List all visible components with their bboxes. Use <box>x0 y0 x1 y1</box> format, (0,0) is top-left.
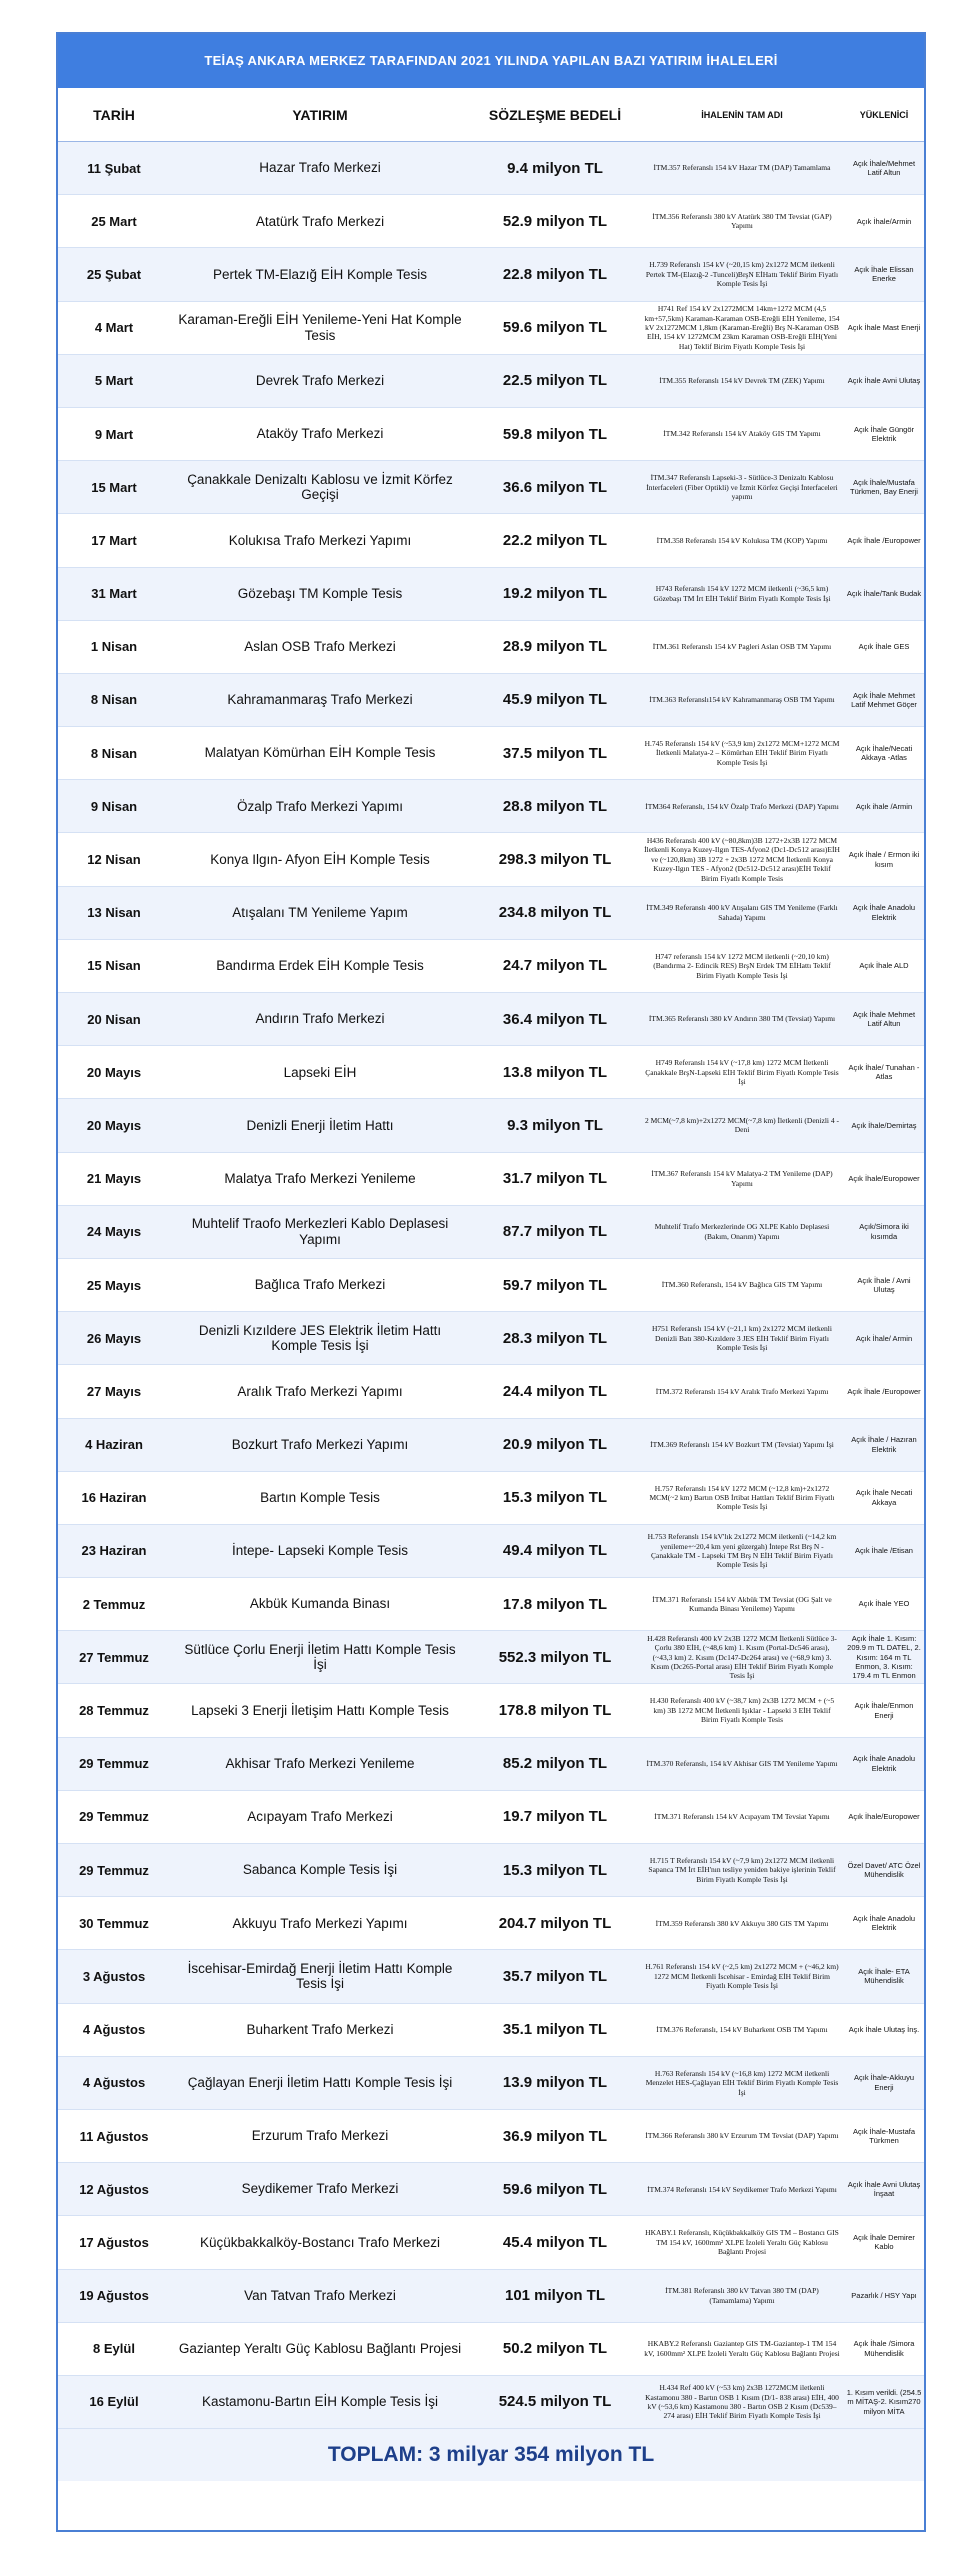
row-amount: 22.2 milyon TL <box>502 531 608 549</box>
table-row <box>58 1950 924 2003</box>
row-investment: Bağlıca Trafo Merkezi <box>254 1277 386 1293</box>
row-amount: 45.4 milyon TL <box>502 2233 608 2251</box>
table-row <box>58 940 924 993</box>
row-date: 20 Mayıs <box>86 1064 142 1080</box>
row-full-name: İTM.369 Referanslı 154 kV Bozkurt TM (Tevsiat) Yapımı İşi <box>650 1439 834 1449</box>
row-investment: Çanakkale Denizaltı Kablosu ve İzmit Körfez Geçişi <box>187 471 453 503</box>
row-investment: İscehisar-Emirdağ Enerji İletim Hattı Komple Tesis İşi <box>187 1960 453 1992</box>
row-contractor: Açık İhale/Europower <box>848 1812 920 1822</box>
row-amount: 204.7 milyon TL <box>498 1914 612 1932</box>
row-date: 25 Mayıs <box>86 1277 142 1293</box>
row-amount: 178.8 milyon TL <box>498 1702 612 1720</box>
row-contractor: Açık İhale / Hazıran Elektrik <box>851 1435 917 1454</box>
row-full-name: HKABY.1 Referanslı, Küçükbakkalköy GIS TM – Bostancı GIS TM 154 kV, 1600mm² XLPE İzoleli Yeraltı Güç Kablosu Bağlantı Projesi <box>645 2228 839 2257</box>
row-date: 27 Mayıs <box>86 1383 142 1399</box>
row-full-name: H.428 Referanslı 400 kV 2x3B 1272 MCM İletkenli Sütlüce 3-Çorlu 380 EİH, (~48,6 km) 1. Kısım (Portal-Dc546 arası), (~43,3 km) 2. Kısım (Dc147-Dc264 arası) ve (~68,9 km) 3. Kısım (Dc265-Portal arası) EİH Teklif Birim Fiyatlı Komple Tesis İşi <box>647 1633 837 1681</box>
row-date: 19 Ağustos <box>79 2288 149 2304</box>
row-full-name: İTM.360 Referanslı, 154 kV Bağlıca GIS TM Yapımı <box>661 1280 823 1290</box>
row-date: 29 Temmuz <box>79 1809 149 1825</box>
row-investment: Karaman-Ereğli EİH Yenileme-Yeni Hat Komple Tesis <box>178 312 462 343</box>
row-full-name: İTM.374 Referanslı 154 kV Seydikemer Trafo Merkezi Yapımı <box>647 2184 837 2194</box>
row-full-name: İTM.370 Referanslı, 154 kV Akhisar GIS TM Yenileme Yapımı <box>646 1759 838 1769</box>
row-amount: 36.6 milyon TL <box>502 478 608 496</box>
row-investment: Sabanca Komple Tesis İşi <box>242 1862 398 1878</box>
row-contractor: Açık İhale Mehmet Latif Mehmet Göçer <box>851 690 917 709</box>
row-contractor: Açık İhale Elissan Enerke <box>854 265 914 284</box>
row-contractor: Açık İhale/Armin <box>856 216 912 226</box>
row-investment: Van Tatvan Trafo Merkezi <box>244 2287 396 2303</box>
row-amount: 52.9 milyon TL <box>502 212 608 230</box>
row-full-name: İTM.371 Referanslı 154 kV Akbük TM Tevsiat (OG Şalt ve Kumanda Binası Yenileme) Yapımı <box>652 1594 832 1614</box>
row-full-name: İTM.359 Referanslı 380 kV Akkuyu 380 GIS TM Yapımı <box>655 1918 829 1928</box>
row-amount: 15.3 milyon TL <box>502 1861 608 1879</box>
row-full-name: H.763 Referanslı 154 kV (~16,8 km) 1272 MCM iletkenli Menzelet HES-Çağlayan EİH Teklif Birim Fiyatlı Komple Tesis İşi <box>645 2068 839 2097</box>
row-investment: Gözebaşı TM Komple Tesis <box>237 585 403 601</box>
row-full-name: İTM.363 Referanslı154 kV Kahramanmaraş OSB TM Yapımı <box>649 695 835 705</box>
row-full-name: İTM364 Referanslı, 154 kV Özalp Trafo Merkezi (DAP) Yapımı <box>645 801 839 811</box>
table-row <box>58 1472 924 1525</box>
row-full-name: İTM.381 Referanslı 380 kV Tatvan 380 TM (DAP) (Tamamlama) Yapımı <box>665 2286 819 2305</box>
row-date: 16 Haziran <box>81 1490 147 1506</box>
row-investment: Konya Ilgın- Afyon EİH Komple Tesis <box>210 851 430 867</box>
row-amount: 59.7 milyon TL <box>502 1276 608 1294</box>
row-contractor: Açık İhale/ Armin <box>855 1333 913 1343</box>
row-full-name: H751 Referanslı 154 kV (~21,1 km) 2x1272 MCM iletkenli Denizli Batı 380-Kızıldere 3 JES EİH Teklif Birim Fiyatlı Komple Tesis İşi <box>652 1324 832 1352</box>
row-date: 12 Nisan <box>87 852 141 868</box>
row-date: 23 Haziran <box>81 1543 147 1559</box>
row-contractor: Açık İhale/Mehmet Latif Altun <box>852 158 916 178</box>
page-title: TEİAŞ ANKARA MERKEZ TARAFINDAN 2021 YILINDA YAPILAN BAZI YATIRIM İHALELERİ <box>58 34 924 88</box>
row-full-name: İTM.365 Referanslı 380 kV Andırın 380 TM (Tevsiat) Yapımı <box>648 1014 836 1024</box>
row-date: 15 Mart <box>91 479 137 495</box>
table-row <box>58 248 924 301</box>
row-investment: Erzurum Trafo Merkezi <box>251 2128 389 2144</box>
table-row <box>58 2323 924 2376</box>
row-contractor: Açık İhale/Enmon Enerji <box>854 1701 914 1720</box>
table-row <box>58 408 924 461</box>
row-contractor: Açık İhale/ Tunahan - Atlas <box>848 1062 920 1082</box>
row-amount: 20.9 milyon TL <box>502 1436 608 1454</box>
row-date: 29 Temmuz <box>79 1862 149 1878</box>
row-date: 28 Temmuz <box>79 1703 149 1719</box>
row-amount: 85.2 milyon TL <box>502 1755 608 1773</box>
row-contractor: Açık İhale Anadolu Elektrik <box>852 903 916 922</box>
row-date: 8 Nisan <box>90 745 138 761</box>
row-full-name: İTM.349 Referanslı 400 kV Atışalanı GIS TM Yenileme (Farklı Sahada) Yapımı <box>646 903 838 922</box>
row-date: 9 Mart <box>94 426 134 442</box>
row-contractor: Özel Davet/ ATC Özel Mühendislik <box>847 1860 921 1880</box>
row-investment: Muhtelif Traofo Merkezleri Kablo Deplasesi Yapımı <box>191 1216 449 1247</box>
row-date: 26 Mayıs <box>86 1330 142 1346</box>
row-full-name: H.757 Referanslı 154 kV 1272 MCM (~12,8 km)+2x1272 MCM(~2 km) Bartın OSB İrtibat Hattları Teklif Birim Fiyatlı Komple Tesis İşi <box>649 1483 835 1512</box>
table-row <box>58 1365 924 1418</box>
row-full-name: İTM.355 Referanslı 154 kV Devrek TM (ZEK) Yapımı <box>659 376 825 386</box>
table-row <box>58 568 924 621</box>
row-full-name: H747 referanslı 154 kV 1272 MCM iletkenli (~20,10 km) (Bandırma 2- Edincik RES) BrşN Erdek TM EİHattı Teklif Birim Fiyatlı Komple Tesis İşi <box>653 951 831 980</box>
row-amount: 24.4 milyon TL <box>502 1382 608 1400</box>
table-row <box>58 2004 924 2057</box>
row-contractor: Açık İhale Avni Ulutaş <box>847 376 921 386</box>
row-contractor: Açık İhale YEO <box>858 1599 910 1609</box>
row-date: 8 Nisan <box>90 692 138 708</box>
row-contractor: Açık İhale/Necati Akkaya -Atlas <box>855 743 913 763</box>
row-investment: Kahramanmaraş Trafo Merkezi <box>227 692 413 708</box>
row-amount: 59.6 milyon TL <box>502 2180 608 2198</box>
row-investment: İntepe- Lapseki Komple Tesis <box>231 1543 409 1559</box>
header-date: TARİH <box>93 106 135 123</box>
row-investment: Devrek Trafo Merkezi <box>255 373 385 389</box>
table-row <box>58 1312 924 1365</box>
table-row <box>58 1897 924 1950</box>
row-date: 21 Mayıs <box>86 1171 142 1187</box>
row-amount: 59.8 milyon TL <box>502 425 608 443</box>
row-date: 13 Nisan <box>87 905 141 921</box>
row-contractor: Açık ihale /Armin <box>855 801 913 811</box>
table-row <box>58 1153 924 1206</box>
row-full-name: H436 Referanslı 400 kV (~80,8km)3B 1272+2x3B 1272 MCM İletkenli Konya Kuzey-Ilgın TES-Afyon2 (Dc1-Dc512 arası)EİH ve (~120,8km) 3B 1272 + 2x3B 1272 MCM İletkenli Konya Kuzey-Ilgın TES - Afyon2 (Dc512-Dc512 arası)EİH Teklif Birim Fiyatlı Komple Tesis <box>644 836 840 883</box>
row-investment: Küçükbakkalköy-Bostancı Trafo Merkezi <box>199 2234 441 2250</box>
table-row <box>58 833 924 886</box>
table-row <box>58 1631 924 1684</box>
table-row <box>58 2057 924 2110</box>
row-investment: Bozkurt Trafo Merkezi Yapımı <box>231 1436 409 1452</box>
row-full-name: H.745 Referanslı 154 kV (~53,9 km) 2x1272 MCM+1272 MCM İletkenli Malatya-2 – Kömürhan EİH Teklif Birim Fiyatlı Komple Tesis İşi <box>644 739 840 767</box>
row-investment: Hazar Trafo Merkezi <box>259 160 381 176</box>
row-contractor: Açık İhale Anadolu Elektrik <box>852 1754 916 1773</box>
row-full-name: İTM.342 Referanslı 154 kV Ataköy GIS TM Yapımı <box>663 429 821 439</box>
row-contractor: Açık İhale/Demirtaş <box>851 1120 917 1130</box>
row-amount: 35.7 milyon TL <box>502 1967 608 1985</box>
row-amount: 50.2 milyon TL <box>502 2340 608 2358</box>
row-contractor: Açık İhale/Europower <box>848 1173 920 1183</box>
table-row <box>58 142 924 195</box>
investment-table <box>56 32 926 2532</box>
row-contractor: Açık İhale /Simora Mühendislik <box>853 2339 915 2358</box>
row-contractor: Açık İhale / Ermon iki kısım <box>848 850 920 869</box>
row-contractor: Açık İhale Demirer Kablo <box>853 2233 915 2252</box>
row-date: 30 Temmuz <box>79 1915 149 1931</box>
row-full-name: İTM.372 Referanslı 154 kV Aralık Trafo Merkezi Yapımı <box>655 1386 829 1396</box>
row-date: 17 Mart <box>91 532 137 548</box>
table-row <box>58 1099 924 1152</box>
row-full-name: H.434 Ref 400 kV (~53 km) 2x3B 1272MCM iletkenli Kastamonu 380 - Bartın OSB 1 Kısım (D/1- 838 arası) EİH, 400 kV (~53,6 km) Kastamonu 380 - Bartın OSB 2 Kısım (Dc539–274 arası) EİH Teklif Birim Fiyatlı Komple Tesis İşi <box>645 2383 839 2421</box>
table-row <box>58 2163 924 2216</box>
row-date: 9 Nisan <box>90 798 138 814</box>
row-investment: Ataköy Trafo Merkezi <box>256 426 384 442</box>
row-full-name: H.715 T Referanslı 154 kV (~7,9 km) 2x1272 MCM iletkenli Sapanca TM İrt EİH'nın tesliye yeniden bakiye işlerinin Teklif Birim Fiyatlı Komple Tesis İşi <box>648 1856 836 1884</box>
row-full-name: H.430 Referanslı 400 kV (~38,7 km) 2x3B 1272 MCM + (~5 km) 3B 1272 MCM İletkenli Işıklar - Lapseki 3 EİH Teklif Birim Fiyatlı Komple Tesis <box>649 1696 835 1725</box>
row-date: 15 Nisan <box>87 958 141 974</box>
table-row <box>58 1046 924 1099</box>
row-full-name: H749 Referanslı 154 kV (~17,8 km) 1272 MCM İletkenli Çanakkale BrşN-Lapseki EİH Teklif Birim Fiyatlı Komple Tesis İşi <box>645 1058 839 1086</box>
table-body <box>58 142 924 2429</box>
row-investment: Malatya Trafo Merkezi Yenileme <box>224 1170 416 1186</box>
row-full-name: İTM.361 Referanslı 154 kV Pagleri Aslan OSB TM Yapımı <box>652 642 832 652</box>
row-contractor: Açık/Simora iki kısımda <box>859 1222 909 1241</box>
table-row <box>58 514 924 567</box>
row-investment: Akhisar Trafo Merkezi Yenileme <box>225 1755 415 1771</box>
row-investment: Gaziantep Yeraltı Güç Kablosu Bağlantı Projesi <box>178 2341 462 2357</box>
row-date: 20 Nisan <box>87 1011 141 1027</box>
row-contractor: Açık İhale Anadolu Elektrik <box>852 1913 916 1933</box>
row-date: 3 Ağustos <box>82 1968 146 1984</box>
row-investment: Atatürk Trafo Merkezi <box>255 213 385 229</box>
row-amount: 59.6 milyon TL <box>502 319 608 337</box>
row-investment: Denizli Kızıldere JES Elektrik İletim Hattı Komple Tesis İşi <box>198 1322 442 1354</box>
total-amount: TOPLAM: 3 milyar 354 milyon TL <box>58 2429 924 2481</box>
header-contractor: YÜKLENİCİ <box>859 109 909 120</box>
row-full-name: 2 MCM(~7,8 km)+2x1272 MCM(~7,8 km) İletkenli (Denizli 4 - Deni <box>645 1116 839 1135</box>
row-full-name: İTM.371 Referanslı 154 kV Acıpayam TM Tevsiat Yapımı <box>654 1812 830 1822</box>
row-contractor: Açık İhale Avni Ulutaş İnşaat <box>847 2179 921 2199</box>
row-investment: Seydikemer Trafo Merkezi <box>241 2181 399 2197</box>
table-row <box>58 355 924 408</box>
table-row <box>58 727 924 780</box>
row-contractor: Açık İhale Ulutaş İnş. <box>848 2024 920 2034</box>
table-row <box>58 2376 924 2429</box>
header-investment: YATIRIM <box>292 106 348 123</box>
row-date: 4 Mart <box>94 320 134 336</box>
row-contractor: Açık İhale Mast Enerji <box>847 322 921 332</box>
row-contractor: Açık İhale 1. Kısım: 209.9 m TL DATEL, 2. Kısım: 164 m TL Enmon, 3. Kısım: 179.4 m TL Enmon <box>847 1633 921 1681</box>
row-full-name: H.753 Referanslı 154 kV'lık 2x1272 MCM iletkenli (~14,2 km yenileme+~20,4 km yeni güzergah) İntepe Rst Brş N - Çanakkale TM - Lapseki TM Brş N EİH Teklif Birim Fiyatlı Komple Tesis İşi <box>647 1532 837 1570</box>
row-amount: 28.3 milyon TL <box>502 1329 608 1347</box>
row-contractor: Pazarlık / HSY Yapı <box>851 2290 917 2300</box>
row-amount: 298.3 milyon TL <box>498 851 612 869</box>
row-investment: Aslan OSB Trafo Merkezi <box>244 639 396 655</box>
row-contractor: Açık İhale /Europower <box>847 1386 921 1396</box>
row-investment: Aralık Trafo Merkezi Yapımı <box>237 1383 403 1399</box>
row-contractor: Açık İhale-Mustafa Türkmen <box>852 2126 916 2146</box>
row-date: 1 Nisan <box>90 639 138 655</box>
table-row <box>58 1206 924 1259</box>
row-full-name: İTM.358 Referanslı 154 kV Kolukısa TM (KOP) Yapımı <box>656 535 828 545</box>
row-date: 2 Temmuz <box>82 1596 146 1612</box>
row-date: 12 Ağustos <box>79 2181 149 2197</box>
row-investment: Pertek TM-Elazığ EİH Komple Tesis <box>212 266 428 282</box>
row-contractor: Açık İhale /Europower <box>847 535 921 545</box>
table-row <box>58 621 924 674</box>
row-full-name: Muhtelif Trafo Merkezlerinde OG XLPE Kablo Deplasesi (Bakım, Onarım) Yapımı <box>654 1222 830 1241</box>
row-full-name: İTM.367 Referanslı 154 kV Malatya-2 TM Yenileme (DAP) Yapımı <box>651 1169 833 1188</box>
row-amount: 19.7 milyon TL <box>502 1808 608 1826</box>
row-investment: Özalp Trafo Merkezi Yapımı <box>236 798 404 814</box>
row-amount: 37.5 milyon TL <box>502 744 608 762</box>
table-row <box>58 1791 924 1844</box>
row-contractor: Açık İhale Necati Akkaya <box>855 1488 913 1507</box>
row-contractor: Açık İhale Mehmet Latif Altun <box>852 1009 916 1029</box>
row-date: 16 Eylül <box>89 2394 139 2410</box>
row-date: 25 Mart <box>91 213 137 229</box>
table-row <box>58 2216 924 2269</box>
row-amount: 524.5 milyon TL <box>498 2393 612 2411</box>
row-amount: 28.9 milyon TL <box>502 638 608 656</box>
row-full-name: İTM.357 Referanslı 154 kV Hazar TM (DAP) Tamamlama <box>653 163 831 173</box>
row-contractor: 1. Kısım verildi. (254.5 m MİTAŞ-2. Kısım270 milyon MİTA <box>846 2387 922 2416</box>
header-contract: SÖZLEŞME BEDELİ <box>488 106 622 123</box>
row-date: 24 Mayıs <box>86 1224 142 1240</box>
row-amount: 36.4 milyon TL <box>502 1010 608 1028</box>
table-row <box>58 2110 924 2163</box>
row-amount: 35.1 milyon TL <box>502 2021 608 2039</box>
row-investment: Buharkent Trafo Merkezi <box>246 2021 394 2037</box>
row-date: 27 Temmuz <box>79 1649 149 1665</box>
row-amount: 22.8 milyon TL <box>502 265 608 283</box>
row-full-name: H741 Ref 154 kV 2x1272MCM 14km+1272 MCM (4,5 km+57,5km) Karaman-Karaman OSB-Ereğli EİH Yenileme, 154 kV 2x1272MCM 1,8km (Karaman-Ereğli) Brş N-Karaman OSB EİH, 154 kV 1272MCM 23km Karaman OSB-Ereğli EİH(Yeni Hat) Teklif Birim Fiyatlı Komple Tesis İşi <box>644 304 840 351</box>
row-date: 31 Mart <box>91 586 137 602</box>
row-date: 4 Ağustos <box>82 2075 146 2091</box>
row-investment: Bandırma Erdek EİH Komple Tesis <box>216 958 424 974</box>
row-investment: Akbük Kumanda Binası <box>249 1596 391 1612</box>
row-investment: Lapseki 3 Enerji İletişim Hattı Komple Tesis <box>191 1702 449 1718</box>
row-amount: 552.3 milyon TL <box>498 1648 612 1666</box>
row-amount: 22.5 milyon TL <box>502 372 608 390</box>
row-date: 8 Eylül <box>93 2341 135 2357</box>
row-full-name: İTM.366 Referanslı 380 kV Erzurum TM Tevsiat (DAP) Yapımı <box>645 2131 839 2141</box>
row-investment: Kastamonu-Bartın EİH Komple Tesis İşi <box>201 2394 439 2410</box>
row-investment: Denizli Enerji İletim Hattı <box>246 1117 394 1133</box>
row-full-name: H743 Referanslı 154 kV 1272 MCM iletkenli (~36,5 km) Gözebaşı TM İrt EİH Teklif Birim Fiyatlı Komple Tesis İşi <box>653 584 831 603</box>
table-row <box>58 302 924 355</box>
row-amount: 101 milyon TL <box>504 2287 606 2305</box>
row-date: 11 Şubat <box>87 160 141 176</box>
table-header <box>58 88 924 142</box>
row-amount: 45.9 milyon TL <box>502 691 608 709</box>
row-contractor: Açık İhale ALD <box>859 961 909 971</box>
table-row <box>58 780 924 833</box>
row-contractor: Açık İhale GES <box>858 642 910 652</box>
row-amount: 13.8 milyon TL <box>502 1063 608 1081</box>
row-investment: Akkuyu Trafo Merkezi Yapımı <box>232 1915 408 1931</box>
row-amount: 13.9 milyon TL <box>502 2074 608 2092</box>
row-date: 4 Haziran <box>85 1437 143 1453</box>
row-full-name: H.739 Referanslı 154 kV (~20,15 km) 2x1272 MCM iletkenli Pertek TM-(Elazığ-2 -Tunceli)BrşN EİHattı Teklif Birim Fiyatlı Komple Tesis İşi <box>645 260 839 289</box>
row-contractor: Açık İhale / Avni Ulutaş <box>857 1275 911 1295</box>
row-full-name: İTM.376 Referanslı, 154 kV Buharkent OSB TM Yapımı <box>656 2024 828 2034</box>
row-full-name: İTM.347 Referanslı Lapseki-3 - Sütlüce-3 Denizaltı Kablosu İnterfaceleri (Fiber Optikli) ve İzmit Körfez Geçişi İnterfaceleri yapımı <box>646 473 838 501</box>
row-amount: 31.7 milyon TL <box>502 1170 608 1188</box>
row-investment: Atışalanı TM Yenileme Yapım <box>232 904 408 920</box>
row-investment: Andırın Trafo Merkezi <box>255 1011 385 1027</box>
table-row <box>58 1525 924 1578</box>
table-row <box>58 1684 924 1737</box>
row-amount: 9.3 milyon TL <box>507 1116 603 1134</box>
table-row <box>58 461 924 514</box>
row-date: 25 Şubat <box>86 266 142 282</box>
table-row <box>58 2270 924 2323</box>
row-date: 5 Mart <box>94 373 134 389</box>
table-row <box>58 1259 924 1312</box>
row-amount: 234.8 milyon TL <box>498 904 612 922</box>
row-full-name: HKABY.2 Referanslı Gaziantep GIS TM-Gaziantep-1 TM 154 kV, 1600mm² XLPE İzoleli Yeraltı Güç Kablosu Bağlantı Projesi <box>644 2339 840 2358</box>
row-contractor: Açık İhale /Etisan <box>855 1546 913 1556</box>
table-row <box>58 195 924 248</box>
row-investment: Malatyan Kömürhan EİH Komple Tesis <box>204 745 436 761</box>
row-full-name: H.761 Referanslı 154 kV (~2,5 km) 2x1272 MCM + (~46,2 km) 1272 MCM İletkenli İscehisar - Emirdağ EİH Teklif Birim Fiyatlı Komple Tesis İşi <box>645 1962 839 1991</box>
row-amount: 9.4 milyon TL <box>507 159 603 177</box>
row-contractor: Açık İhale/Mustafa Türkmen, Bay Enerji <box>850 477 918 497</box>
row-date: 17 Ağustos <box>79 2234 149 2250</box>
row-investment: Bartın Komple Tesis <box>260 1490 380 1506</box>
row-date: 29 Temmuz <box>79 1756 149 1772</box>
row-amount: 28.8 milyon TL <box>502 797 608 815</box>
table-row <box>58 1844 924 1897</box>
table-row <box>58 993 924 1046</box>
row-amount: 49.4 milyon TL <box>502 1542 608 1560</box>
row-amount: 24.7 milyon TL <box>502 957 608 975</box>
row-full-name: İTM.356 Referanslı 380 kV Atatürk 380 TM Tevsiat (GAP) Yapımı <box>652 211 832 231</box>
row-investment: Lapseki EİH <box>283 1064 357 1080</box>
table-row <box>58 1578 924 1631</box>
row-contractor: Açık İhale Güngör Elektrik <box>853 424 915 444</box>
row-amount: 36.9 milyon TL <box>502 2127 608 2145</box>
row-contractor: Açık İhale-Akkuyu Enerji <box>853 2073 915 2092</box>
table-row <box>58 1738 924 1791</box>
table-row <box>58 1419 924 1472</box>
row-amount: 17.8 milyon TL <box>502 1595 608 1613</box>
row-investment: Acıpayam Trafo Merkezi <box>247 1809 393 1825</box>
row-investment: Kolukısa Trafo Merkezi Yapımı <box>228 532 412 548</box>
table-row <box>58 887 924 940</box>
row-amount: 19.2 milyon TL <box>502 585 608 603</box>
row-date: 11 Ağustos <box>79 2128 149 2144</box>
header-full-name: İHALENİN TAM ADI <box>701 109 783 120</box>
row-date: 4 Ağustos <box>82 2022 146 2038</box>
row-amount: 15.3 milyon TL <box>502 1489 608 1507</box>
table-row <box>58 674 924 727</box>
row-investment: Sütlüce Çorlu Enerji İletim Hattı Komple Tesis İşi <box>184 1641 456 1673</box>
row-amount: 87.7 milyon TL <box>502 1223 608 1241</box>
row-investment: Çağlayan Enerji İletim Hattı Komple Tesis İşi <box>187 2075 453 2091</box>
row-contractor: Açık İhale/Tank Budak <box>846 588 922 598</box>
row-contractor: Açık İhale- ETA Mühendislik <box>858 1967 910 1986</box>
row-date: 20 Mayıs <box>86 1117 142 1133</box>
